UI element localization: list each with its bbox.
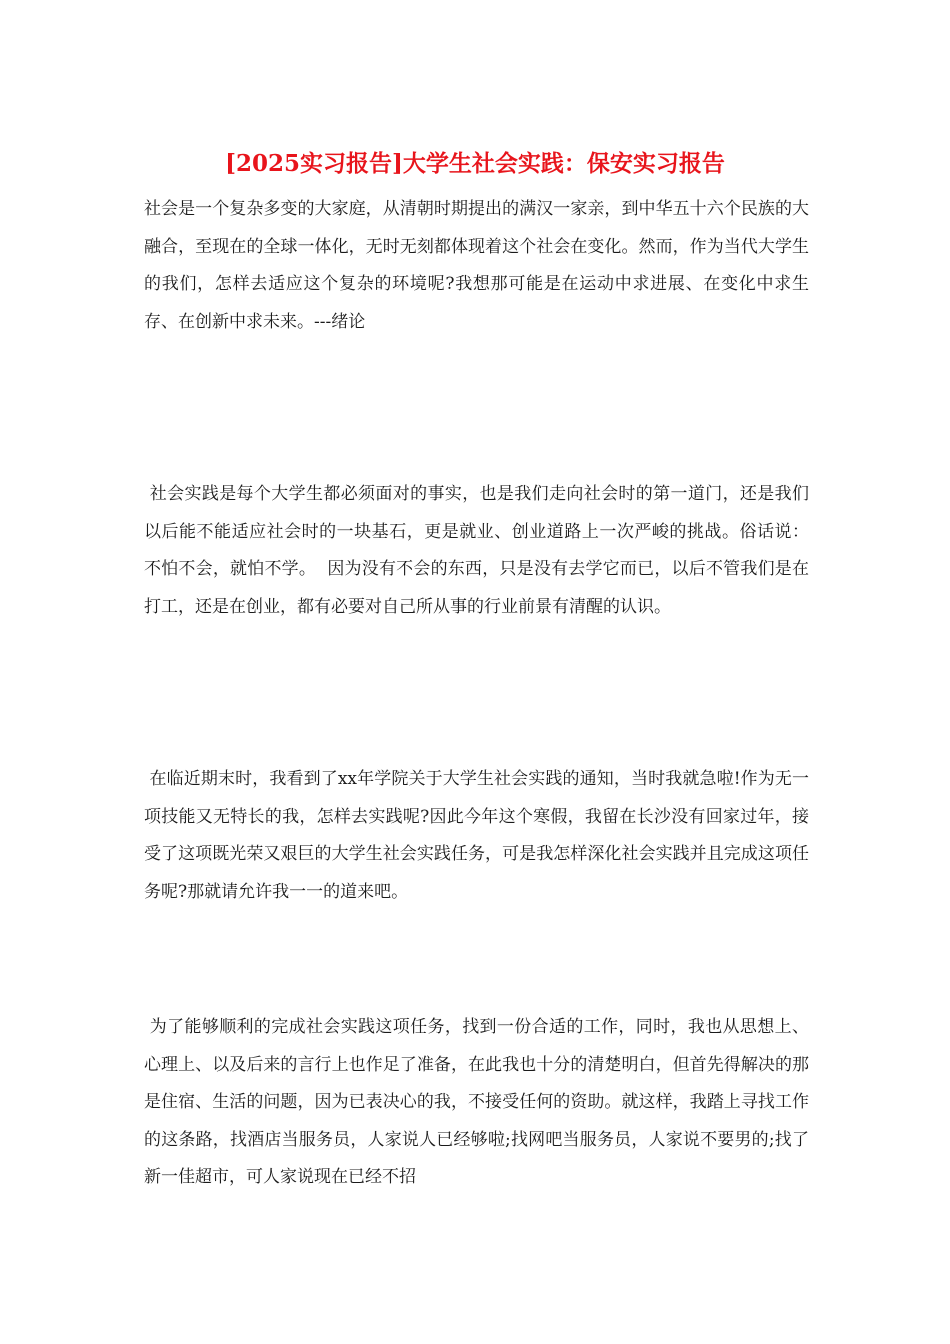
document-title: [2025实习报告]大学生社会实践：保安实习报告	[225, 150, 725, 177]
paragraph-job-search: 为了能够顺利的完成社会实践这项任务，找到一份合适的工作，同时，我也从思想上、心理上、以及后来的言行上也作足了准备，在此我也十分的清楚明白，但首先得解决的那是住宿、生活的问题，因为已表决心的我，不接受任何的资助。就这样，我踏上寻找工作的这条路，找酒店当服务员，人家说人已经够啦;找网吧当服务员，人家说不要男的;找了新一佳超市，可人家说现在已经不招	[144, 1017, 809, 1187]
paragraph-winter-break: 在临近期末时，我看到了xx年学院关于大学生社会实践的通知，当时我就急啦!作为无一项技能又无特长的我，怎样去实践呢?因此今年这个寒假，我留在长沙没有回家过年，接受了这项既光荣又艰巨的大学生社会实践任务，可是我怎样深化社会实践并且完成这项任务呢?那就请允许我一一的道来吧。	[144, 769, 809, 902]
paragraph-introduction: 社会是一个复杂多变的大家庭，从清朝时期提出的满汉一家亲，到中华五十六个民族的大融合，至现在的全球一体化，无时无刻都体现着这个社会在变化。然而，作为当代大学生的我们，怎样去适应这个复杂的环境呢?我想那可能是在运动中求进展、在变化中求生存、在创新中求未来。---绪论	[144, 199, 809, 332]
paragraph-social-practice: 社会实践是每个大学生都必须面对的事实，也是我们走向社会时的第一道门，还是我们以后能不能适应社会时的一块基石，更是就业、创业道路上一次严峻的挑战。俗话说： 不怕不会，就怕不学。 因为没有不会的东西，只是没有去学它而已，以后不管我们是在打工，还是在创业，都有必要对自己所从事的行业前景有清醒的认识。	[144, 484, 820, 617]
